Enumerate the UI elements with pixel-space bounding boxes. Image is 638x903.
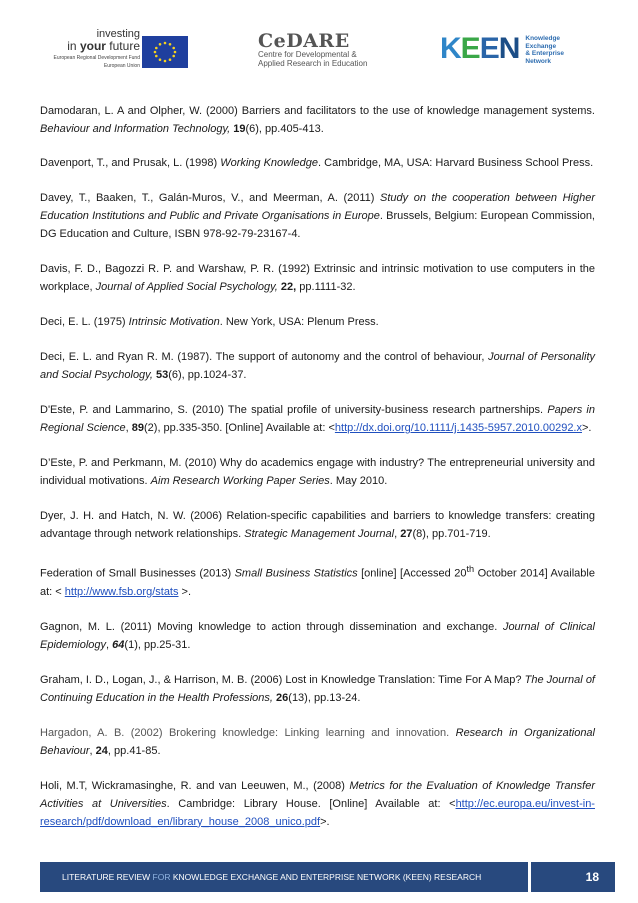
reference-entry: Hargadon, A. B. (2002) Brokering knowledge: Linking learning and innovation. Research in Organizational Behaviour, 24, pp.41-85.	[40, 726, 595, 757]
footer-divider	[528, 862, 531, 892]
cedare-subtitle-2: Applied Research in Education	[258, 59, 368, 68]
reference-entry: Deci, E. L. (1975) Intrinsic Motivation. New York, USA: Plenum Press.	[40, 316, 379, 328]
page-number: 18	[528, 862, 615, 892]
reference-entry: Dyer, J. H. and Hatch, N. W. (2006) Relation-specific capabilities and barriers to knowledge transfers: creating advantage through network relationships. Strategic Management Journal, 27(8), pp.701-719.	[40, 510, 595, 540]
reference-link[interactable]: http://ec.europa.eu/invest-in-research/pdf/download_en/library_house_2008_unico.pdf	[40, 797, 595, 828]
reference-entry: Damodaran, L. A and Olpher, W. (2000) Barriers and facilitators to the use of knowledge management systems. Behaviour and Information Technology, 19(6), pp.405-413.	[40, 105, 595, 135]
reference-entry: Davey, T., Baaken, T., Galán-Muros, V., and Meerman, A. (2011) Study on the cooperation between Higher Education Institutions and Public and Private Organisations in Europe. Brussels, Belgium: European Commission, DG Education and Culture, ISBN 978-92-79-23167-4.	[40, 192, 595, 240]
reference-link[interactable]: http://dx.doi.org/10.1111/j.1435-5957.2010.00292.x	[334, 422, 582, 434]
footer-title: LITERATURE REVIEW FOR KNOWLEDGE EXCHANGE AND ENTERPRISE NETWORK (KEEN) RESEARCH	[40, 862, 528, 892]
reference-entry: Gagnon, M. L. (2011) Moving knowledge to action through dissemination and exchange. Journal of Clinical Epidemiology, 64(1), pp.25-31.	[40, 620, 595, 651]
reference-entry: Holi, M.T, Wickramasinghe, R. and van Leeuwen, M., (2008) Metrics for the Evaluation of Knowledge Transfer Activities at Universities. Cambridge: Library House. [Online] Available at: <http://ec.europa.eu/invest-in-research/pdf/download_en/library_house_2008_unico.pdf>.	[40, 779, 595, 828]
reference-entry: Davenport, T., and Prusak, L. (1998) Working Knowledge. Cambridge, MA, USA: Harvard Business School Press.	[40, 157, 594, 169]
cedare-logo	[258, 32, 367, 68]
erdf-logo-line4: European Union	[103, 63, 140, 69]
page-footer	[40, 862, 615, 892]
eu-flag-icon	[142, 36, 188, 68]
erdf-logo-line2: in your future	[67, 39, 140, 53]
cedare-title: CeDARE	[258, 30, 350, 52]
keen-descriptor: Knowledge Exchange & Enterprise Network	[525, 35, 565, 65]
erdf-logo-line3: European Regional Development Fund	[53, 55, 140, 61]
erdf-logo	[52, 28, 140, 72]
reference-entry: Federation of Small Businesses (2013) Small Business Statistics [online] [Accessed 20th October 2014] Available at: < http://www.fsb.org/stats >.	[40, 564, 595, 598]
keen-logo	[440, 34, 564, 65]
reference-entry: Deci, E. L. and Ryan R. M. (1987). The support of autonomy and the control of behaviour, Journal of Personality and Social Psychology, 53(6), pp.1024-37.	[40, 351, 595, 381]
reference-entry: Graham, I. D., Logan, J., & Harrison, M. B. (2006) Lost in Knowledge Translation: Time For A Map? The Journal of Continuing Education in the Health Professions, 26(13), pp.13-24.	[40, 673, 595, 704]
keen-wordmark: KEEN	[440, 32, 520, 65]
reference-entry: D’Este, P. and Perkmann, M. (2010) Why do academics engage with industry? The entrepreneurial university and individual motivations. Aim Research Working Paper Series. May 2010.	[40, 457, 595, 487]
page-header	[0, 0, 638, 95]
cedare-subtitle-1: Centre for Developmental &	[258, 50, 357, 59]
erdf-logo-line1: investing	[96, 28, 140, 40]
reference-link[interactable]: http://www.fsb.org/stats	[64, 585, 179, 598]
reference-entry: D'Este, P. and Lammarino, S. (2010) The spatial profile of university-business research partnerships. Papers in Regional Science, 89(2), pp.335-350. [Online] Available at: <http://dx.doi.org/10.1111/j.1435-5957.2010.00292.x>.	[40, 404, 595, 434]
reference-list	[40, 102, 595, 848]
reference-entry: Davis, F. D., Bagozzi R. P. and Warshaw, P. R. (1992) Extrinsic and intrinsic motivation to use computers in the workplace, Journal of Applied Social Psychology, 22, pp.1111-32.	[40, 263, 595, 293]
